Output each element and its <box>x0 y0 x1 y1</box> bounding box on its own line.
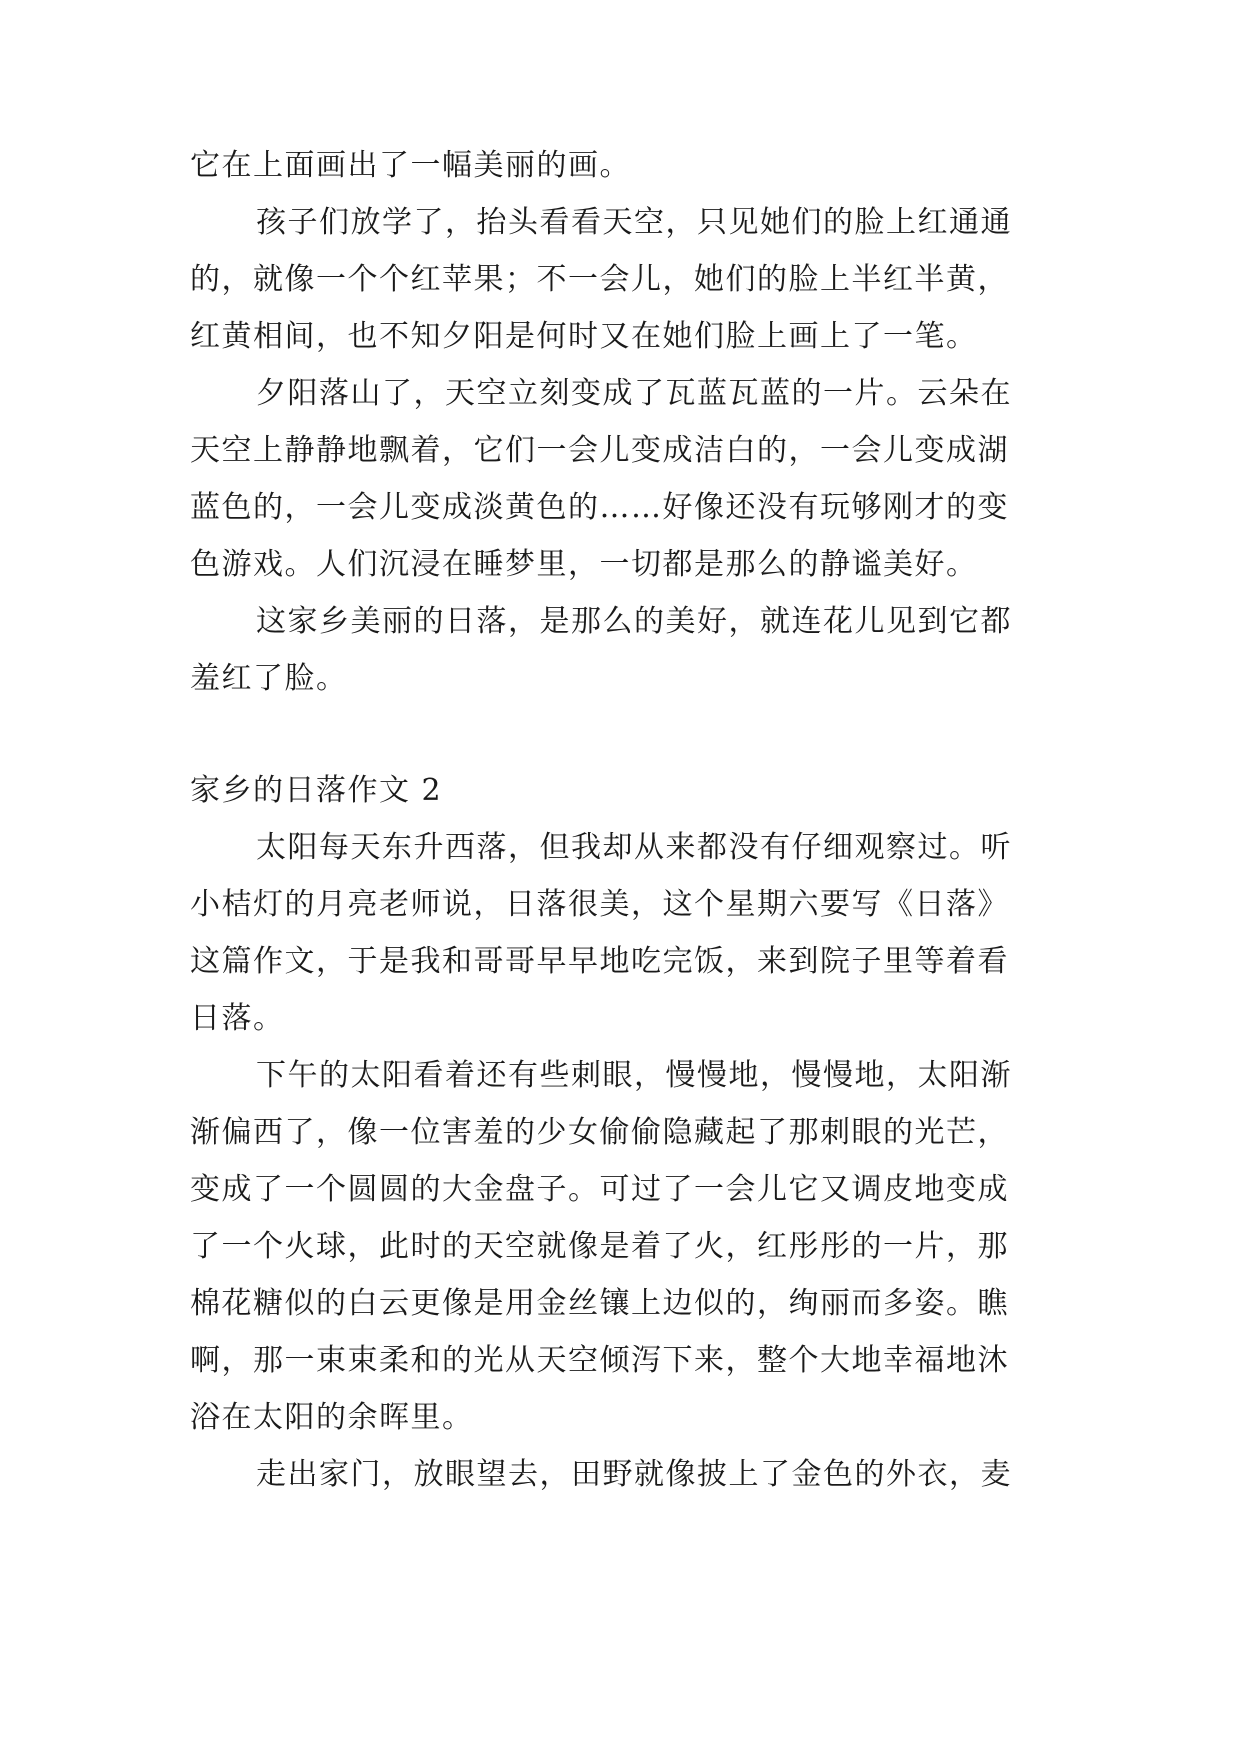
text-line: 红黄相间，也不知夕阳是何时又在她们脸上画上了一笔。 <box>190 319 978 354</box>
paragraph-first-line: 这家乡美丽的日落，是那么的美好，就连花儿见到它都 <box>256 604 1012 639</box>
section-heading: 家乡的日落作文 2 <box>190 773 443 808</box>
paragraph-first-line: 夕阳落山了，天空立刻变成了瓦蓝瓦蓝的一片。云朵在 <box>256 376 1012 411</box>
text-line: 蓝色的，一会儿变成淡黄色的……好像还没有玩够刚才的变 <box>190 490 1009 525</box>
text-line: 浴在太阳的余晖里。 <box>190 1400 474 1435</box>
text-line: 棉花糖似的白云更像是用金丝镶上边似的，绚丽而多姿。瞧 <box>190 1286 1009 1321</box>
text-line: 天空上静静地飘着，它们一会儿变成洁白的，一会儿变成湖 <box>190 433 1009 468</box>
text-line: 小桔灯的月亮老师说，日落很美，这个星期六要写《日落》 <box>190 887 1009 922</box>
text-line: 了一个火球，此时的天空就像是着了火，红彤彤的一片，那 <box>190 1229 1009 1264</box>
text-line: 它在上面画出了一幅美丽的画。 <box>190 148 631 183</box>
paragraph-first-line: 走出家门，放眼望去，田野就像披上了金色的外衣，麦 <box>256 1457 1012 1492</box>
text-line: 色游戏。人们沉浸在睡梦里，一切都是那么的静谧美好。 <box>190 547 978 582</box>
text-line: 这篇作文，于是我和哥哥早早地吃完饭，来到院子里等着看 <box>190 944 1009 979</box>
text-line: 渐偏西了，像一位害羞的少女偷偷隐藏起了那刺眼的光芒， <box>190 1115 1009 1150</box>
paragraph-first-line: 孩子们放学了，抬头看看天空，只见她们的脸上红通通 <box>256 205 1012 240</box>
paragraph-first-line: 太阳每天东升西落，但我却从来都没有仔细观察过。听 <box>256 830 1012 865</box>
text-line: 的，就像一个个红苹果；不一会儿，她们的脸上半红半黄， <box>190 262 1009 297</box>
text-line: 啊，那一束束柔和的光从天空倾泻下来，整个大地幸福地沐 <box>190 1343 1009 1378</box>
text-line: 羞红了脸。 <box>190 661 348 696</box>
text-line: 日落。 <box>190 1001 285 1036</box>
paragraph-first-line: 下午的太阳看着还有些刺眼，慢慢地，慢慢地，太阳渐 <box>256 1058 1012 1093</box>
text-line: 变成了一个圆圆的大金盘子。可过了一会儿它又调皮地变成 <box>190 1172 1009 1207</box>
